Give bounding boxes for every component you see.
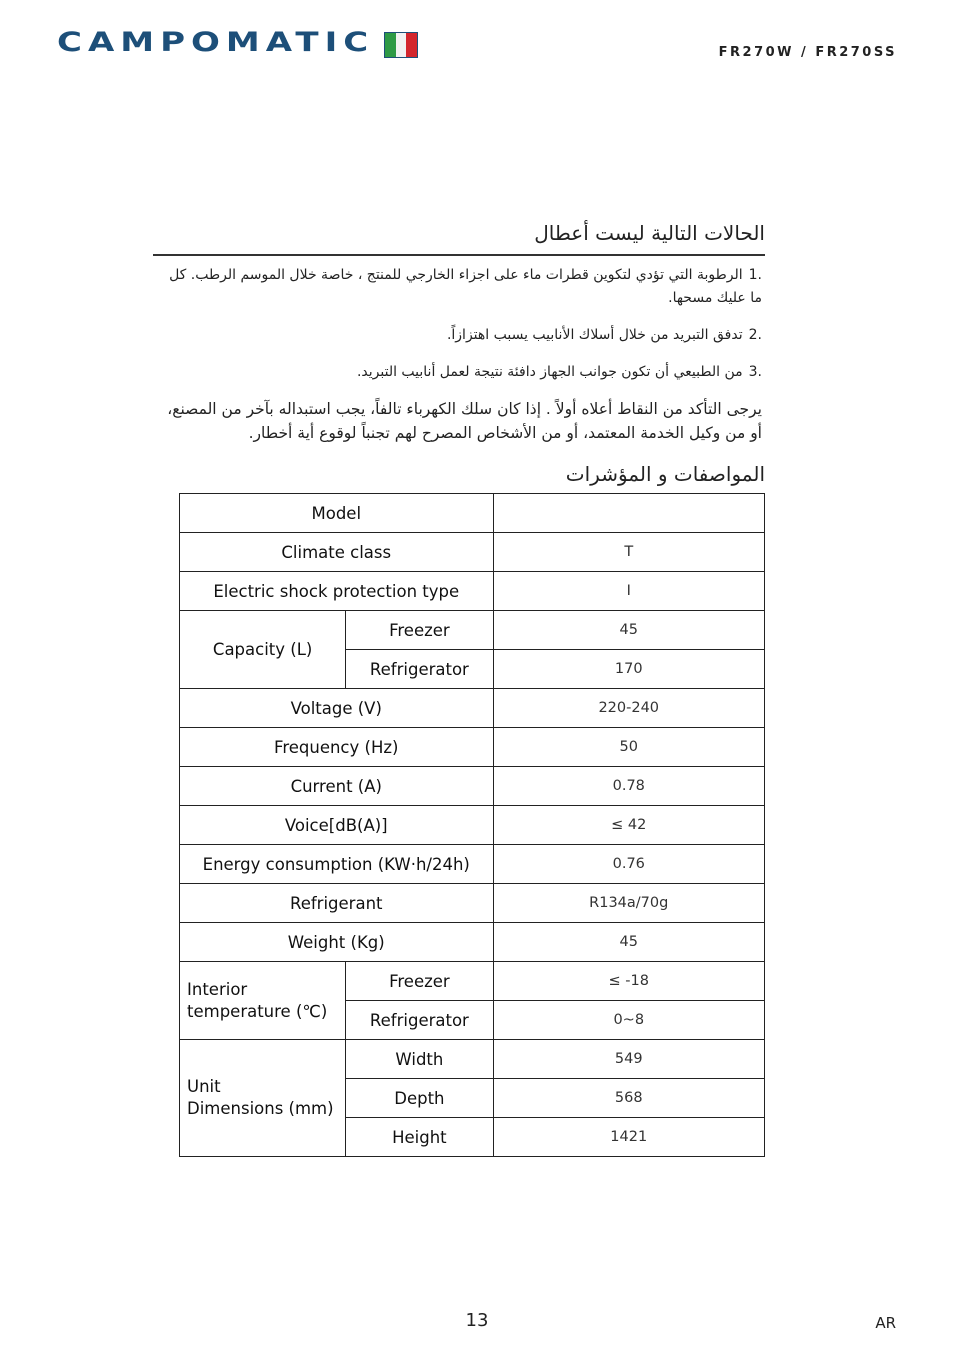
table-row	[180, 962, 765, 1001]
table-row	[180, 884, 765, 923]
capacity-refrigerator-label: Refrigerator	[346, 650, 493, 689]
table-row	[180, 689, 765, 728]
table-row	[180, 533, 765, 572]
table-row	[180, 1040, 765, 1079]
capacity-freezer-value: 45	[493, 611, 764, 650]
refrigerant-value: R134a/70g	[493, 884, 764, 923]
energy-consumption-label: Energy consumption (KW·h/24h)	[180, 845, 494, 884]
weight-value: 45	[493, 923, 764, 962]
table-row	[180, 728, 765, 767]
model-code: FR270W / FR270SS	[718, 45, 897, 60]
specifications-table	[179, 493, 765, 1157]
height-value: 1421	[493, 1118, 764, 1157]
interior-freezer-value: ≤ -18	[493, 962, 764, 1001]
model-value	[493, 494, 764, 533]
model-label: Model	[180, 494, 494, 533]
weight-label: Weight (Kg)	[180, 923, 494, 962]
climate-class-value: T	[493, 533, 764, 572]
energy-consumption-value: 0.76	[493, 845, 764, 884]
shock-protection-value: I	[493, 572, 764, 611]
voltage-value: 220-240	[493, 689, 764, 728]
italian-flag-icon	[384, 32, 418, 58]
interior-freezer-label: Freezer	[346, 962, 493, 1001]
section-title-specifications: المواصفات و المؤشرات	[565, 462, 765, 486]
frequency-label: Frequency (Hz)	[180, 728, 494, 767]
interior-refrigerator-label: Refrigerator	[346, 1001, 493, 1040]
height-label: Height	[346, 1118, 493, 1157]
table-row	[180, 845, 765, 884]
interior-temperature-label: Interior temperature (℃)	[180, 962, 346, 1040]
brand-logo: CAMPOMATIC	[57, 26, 375, 59]
section-divider	[153, 254, 765, 256]
table-row	[180, 611, 765, 650]
depth-value: 568	[493, 1079, 764, 1118]
voice-value: ≤ 42	[493, 806, 764, 845]
table-row	[180, 494, 765, 533]
frequency-value: 50	[493, 728, 764, 767]
voice-label: Voice[dB(A)]	[180, 806, 494, 845]
capacity-refrigerator-value: 170	[493, 650, 764, 689]
shock-protection-label: Electric shock protection type	[180, 572, 494, 611]
table-row	[180, 767, 765, 806]
depth-label: Depth	[346, 1079, 493, 1118]
unit-dimensions-label: Unit Dimensions (mm)	[180, 1040, 346, 1157]
power-cord-note: يرجى التأكد من النقاط أعلاه أولاً . إذا كان سلك الكهرباء تالفاً، يجب استبداله بآخر من المصنع، أو من وكيل الخدمة المعتمد، أو من الأشخاص المصرح لهم تجنباً لوقوع أية أخطار.	[167, 400, 762, 442]
page-number: 13	[465, 1310, 489, 1331]
capacity-label: Capacity (L)	[180, 611, 346, 689]
table-row	[180, 572, 765, 611]
voltage-label: Voltage (V)	[180, 689, 494, 728]
current-value: 0.78	[493, 767, 764, 806]
width-label: Width	[346, 1040, 493, 1079]
table-row	[180, 806, 765, 845]
table-row	[180, 923, 765, 962]
list-item: .1الرطوبة التي تؤدي لتكوين قطرات ماء على اجزاء الخارجي للمنتج ، خاصة خلال الموسم الرطب. كل ما عليك مسحها.	[169, 267, 762, 306]
refrigerant-label: Refrigerant	[180, 884, 494, 923]
section-title-non-faults: الحالات التالية ليست أعطال	[534, 221, 765, 245]
interior-refrigerator-value: 0~8	[493, 1001, 764, 1040]
list-item: .3من الطبيعي أن تكون جوانب الجهاز دافئة نتيجة لعمل أنابيب التبريد.	[356, 364, 762, 380]
width-value: 549	[493, 1040, 764, 1079]
language-code: AR	[875, 1314, 896, 1332]
current-label: Current (A)	[180, 767, 494, 806]
list-item: .2تدفق التبريد من خلال أسلاك الأنابيب يسبب اهتزازاً.	[446, 327, 762, 343]
climate-class-label: Climate class	[180, 533, 494, 572]
capacity-freezer-label: Freezer	[346, 611, 493, 650]
